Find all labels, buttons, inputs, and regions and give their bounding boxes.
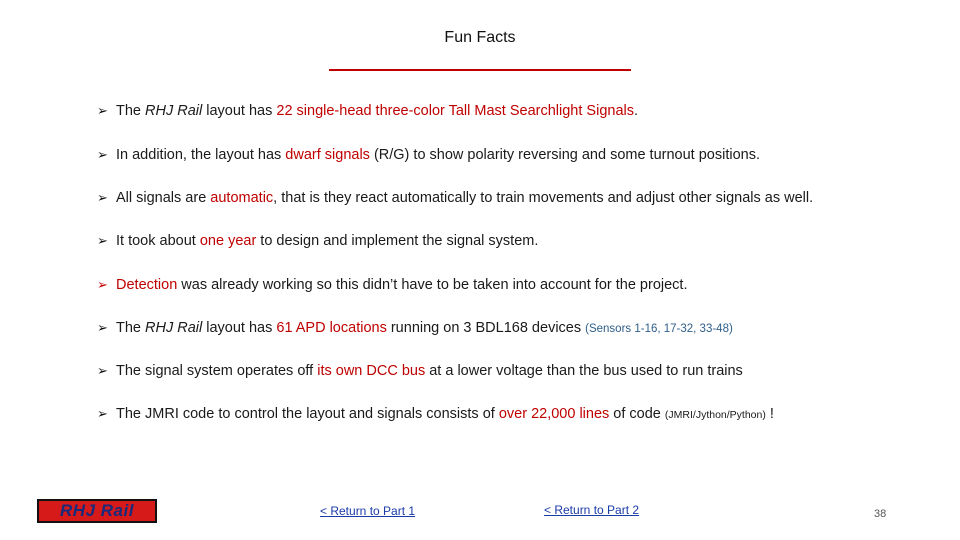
bullet-item-4	[97, 232, 538, 250]
text-segment: , that is they react automatically to train movements and adjust other signals as well.	[273, 190, 814, 206]
text-segment: its own DCC bus	[317, 363, 426, 379]
slide-title: Fun Facts	[444, 29, 516, 46]
bullet-item-2	[97, 146, 760, 164]
text-segment: dwarf signals	[285, 147, 370, 163]
text-segment: !	[765, 406, 774, 422]
title-underline	[329, 69, 631, 71]
rhj-rail-logo	[37, 499, 157, 523]
text-segment: .	[633, 103, 639, 119]
arrowhead-bullet-icon: ➢	[97, 277, 108, 292]
return-to-part-1-link[interactable]: < Return to Part 1	[320, 504, 416, 518]
arrowhead-bullet-icon: ➢	[97, 406, 108, 421]
arrowhead-bullet-icon: ➢	[97, 233, 108, 248]
text-segment: It took about	[116, 233, 200, 249]
sensor-ranges-note: (Sensors 1-16, 17-32, 33-48)	[585, 323, 733, 335]
arrowhead-bullet-icon: ➢	[97, 363, 108, 378]
bullet-item-3	[97, 189, 813, 207]
text-segment: running on 3 BDL168 devices	[386, 320, 586, 336]
text-segment: layout has	[202, 103, 277, 119]
arrowhead-bullet-icon: ➢	[97, 147, 108, 162]
text-segment: 61 APD locations	[276, 320, 387, 336]
text-segment: of code	[609, 406, 665, 422]
bullet-item-6	[97, 319, 733, 338]
bullet-item-5	[97, 276, 687, 294]
arrowhead-bullet-icon: ➢	[97, 190, 108, 205]
text-segment: The signal system operates off	[116, 363, 318, 379]
text-segment: RHJ Rail	[145, 320, 203, 336]
bullet-text	[116, 103, 638, 119]
bullet-item-1	[97, 102, 638, 120]
arrowhead-bullet-icon: ➢	[97, 103, 108, 118]
text-segment: In addition, the layout has	[116, 147, 286, 163]
text-segment: The JMRI code to control the layout and signals consists of	[116, 406, 499, 422]
text-segment: All signals are	[116, 190, 211, 206]
text-segment: at a lower voltage than the bus used to run trains	[425, 363, 743, 379]
text-segment: Detection	[116, 277, 178, 293]
text-segment: (R/G) to show polarity reversing and some turnout positions.	[369, 147, 760, 163]
bullet-text	[116, 363, 743, 379]
bullet-text	[116, 190, 813, 206]
text-segment: over 22,000 lines	[498, 406, 610, 422]
text-segment: one year	[199, 233, 257, 249]
bullet-item-8	[97, 405, 774, 424]
text-segment: layout has	[202, 320, 277, 336]
text-segment: The	[116, 103, 146, 119]
arrowhead-bullet-icon: ➢	[97, 320, 108, 335]
page-number: 38	[874, 508, 887, 520]
text-segment: 22 single-head three-color Tall Mast Searchlight Signals	[276, 103, 634, 119]
text-segment: The	[116, 320, 146, 336]
text-segment: was already working so this didn’t have to be taken into account for the project.	[177, 277, 688, 293]
bullet-text	[116, 406, 774, 422]
logo-text: RHJ Rail	[60, 501, 134, 520]
bullet-text	[116, 277, 687, 293]
bullet-item-7	[97, 362, 743, 380]
jmri-note: (JMRI/Jython/Python)	[664, 409, 766, 421]
bullet-text	[116, 233, 538, 249]
text-segment: to design and implement the signal system.	[256, 233, 539, 249]
text-segment: automatic	[210, 190, 274, 206]
return-to-part-2-link[interactable]: < Return to Part 2	[544, 503, 640, 517]
bullet-text	[116, 320, 733, 336]
bullet-text	[116, 147, 760, 163]
text-segment: RHJ Rail	[145, 103, 203, 119]
